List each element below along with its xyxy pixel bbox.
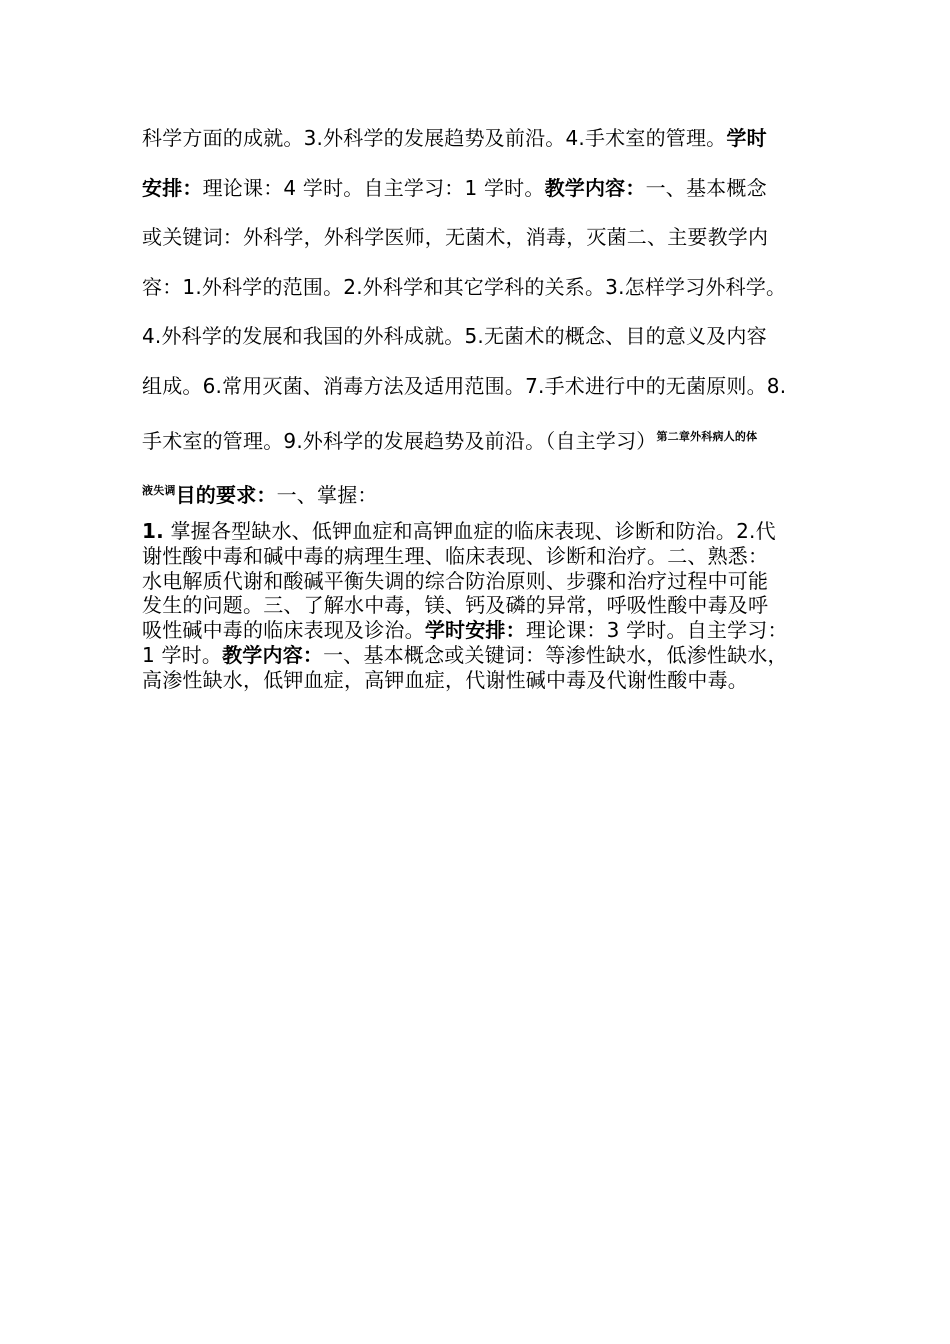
body-text: 手术室的管理。9.外科学的发展趋势及前沿。（自主学习）	[142, 428, 657, 453]
body-text: 科学方面的成就。3.外科学的发展趋势及前沿。4.手术室的管理。	[142, 126, 727, 150]
text-line: 高渗性缺水，低钾血症，高钾血症，代谢性碱中毒及代谢性酸中毒。	[142, 667, 748, 692]
text-line: 或关键词：外科学，外科学医师，无菌术，消毒，灭菌二、主要教学内	[142, 225, 769, 250]
text-line	[142, 643, 842, 668]
body-text: 一、基本概念	[645, 175, 767, 200]
body-text: 理论课：3 学时。自主学习：	[525, 618, 788, 643]
bold-heading: 学时	[726, 126, 767, 150]
text-line	[142, 466, 842, 521]
bold-heading: 教学内容：	[544, 175, 646, 200]
body-text: 一、基本概念或关键词：等渗性缺水，低渗性缺水，	[323, 642, 788, 667]
list-number: 1.	[142, 519, 164, 543]
text-line	[142, 412, 842, 467]
paragraph-chapter2-requirements	[142, 519, 842, 693]
chapter-title-small: 液失调	[142, 484, 176, 498]
text-line	[142, 519, 842, 544]
body-text: 吸性碱中毒的临床表现及诊治。	[142, 618, 425, 643]
body-text: 一、掌握：	[276, 483, 378, 508]
text-line: 组成。6.常用灭菌、消毒方法及适用范围。7.手术进行中的无菌原则。8.	[142, 373, 787, 398]
bold-heading: 目的要求：	[175, 483, 277, 508]
bold-heading: 教学内容：	[222, 642, 324, 667]
text-line	[142, 164, 842, 214]
chapter-title-small: 第二章外科病人的体	[656, 429, 758, 443]
body-text: 1 学时。	[142, 642, 223, 667]
text-line: 水电解质代谢和酸碱平衡失调的综合防治原则、步骤和治疗过程中可能	[142, 568, 769, 593]
text-line: 谢性酸中毒和碱中毒的病理生理、临床表现、诊断和治疗。二、熟悉：	[142, 543, 769, 568]
text-line	[142, 618, 842, 643]
text-line: 发生的问题。三、了解水中毒，镁、钙及磷的异常，呼吸性酸中毒及呼	[142, 593, 769, 618]
body-text: 掌握各型缺水、低钾血症和高钾血症的临床表现、诊断和防治。2.代	[170, 519, 776, 543]
bold-heading: 安排：	[142, 175, 203, 200]
paragraph-course-intro	[142, 114, 842, 521]
bold-heading: 学时安排：	[424, 618, 526, 643]
text-line: 4.外科学的发展和我国的外科成就。5.无菌术的概念、目的意义及内容	[142, 324, 767, 349]
text-line	[142, 114, 842, 164]
body-text: 理论课：4 学时。自主学习：1 学时。	[202, 175, 545, 200]
text-line: 容：1.外科学的范围。2.外科学和其它学科的关系。3.怎样学习外科学。	[142, 274, 787, 299]
